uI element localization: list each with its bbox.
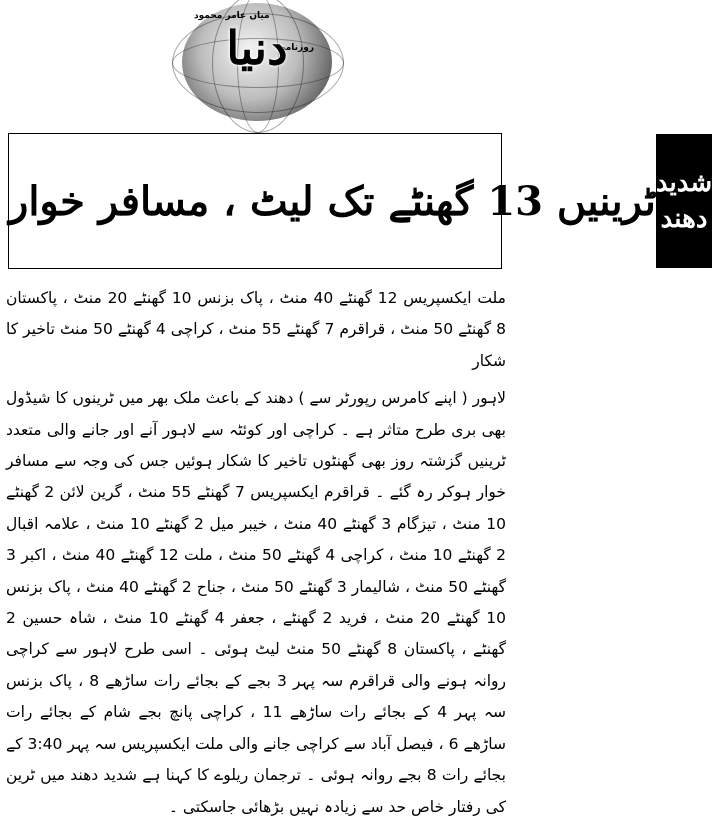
article-lead: ملت ایکسپریس 12 گھنٹے 40 منٹ ، پاک بزنس 10 گھنٹے 20 منٹ ، پاکستان 8 گھنٹے 50 منٹ ، قراقرم 7 گھنٹے 55 منٹ ، کراچی 4 گھنٹے 50 منٹ تاخیر کا شکار — [6, 289, 506, 370]
article-body — [6, 283, 506, 823]
globe-logo-icon — [182, 3, 332, 121]
masthead-subtitle: روزنامہ — [280, 43, 314, 53]
headline-tag-line1: شدید — [655, 168, 712, 198]
masthead-logo: دنیا — [226, 21, 288, 75]
headline-text: ٹرینیں 13 گھنٹے تک لیٹ ، مسافر خوار — [9, 177, 656, 225]
headline-tag-line2: دھند — [660, 204, 708, 234]
masthead-tagline: میاں عامر محمود — [194, 11, 270, 21]
headline-tag — [656, 134, 712, 268]
headline-box — [8, 133, 712, 269]
article-paragraph: لاہور ( اپنے کامرس رپورٹر سے ) دھند کے باعث ملک بھر میں ٹرینوں کا شیڈول بھی بری طرح متاثر ہے ۔ کراچی اور کوئٹہ سے لاہور آنے اور جانے والی متعدد ٹرینیں گزشتہ روز بھی گھنٹوں تاخیر کا شکار ہوئیں جس کی وجہ سے مسافر خوار ہوکر رہ گئے ۔ قراقرم ایکسپریس 7 گھنٹے 55 منٹ ، گرین لائن 2 گھنٹے 10 منٹ ، تیزگام 3 گھنٹے 40 منٹ ، خیبر میل 2 گھنٹے 10 منٹ ، علامہ اقبال 2 گھنٹے 10 منٹ ، کراچی 4 گھنٹے 50 منٹ ، ملت 12 گھنٹے 40 منٹ ، اکبر 3 گھنٹے 50 منٹ ، شالیمار 3 گھنٹے 50 منٹ ، جناح 2 گھنٹے 40 منٹ ، پاک بزنس 10 گھنٹے 20 منٹ ، فرید 2 گھنٹے ، جعفر 4 گھنٹے 10 منٹ ، شاہ حسین 2 گھنٹے ، پاکستان 8 گھنٹے 50 منٹ لیٹ ہوئی ۔ اسی طرح لاہور سے کراچی روانہ ہونے والی قراقرم سہ پہر 3 بجے کے بجائے رات ساڑھے 8 ، پاک بزنس سہ پہر 4 کے بجائے رات ساڑھے 11 ، کراچی پانچ بجے شام کے بجائے رات ساڑھے 6 ، فیصل آباد سے کراچی جانے والی ملت ایکسپریس سہ پہر 3:40 کے بجائے رات 8 بجے روانہ ہوئی ۔ ترجمان ریلوے کا کہنا ہے شدید دھند میں ٹرین کی رفتار خاص حد سے زیادہ نہیں بڑھائی جاسکتی ۔ — [6, 389, 507, 816]
masthead — [178, 0, 336, 124]
